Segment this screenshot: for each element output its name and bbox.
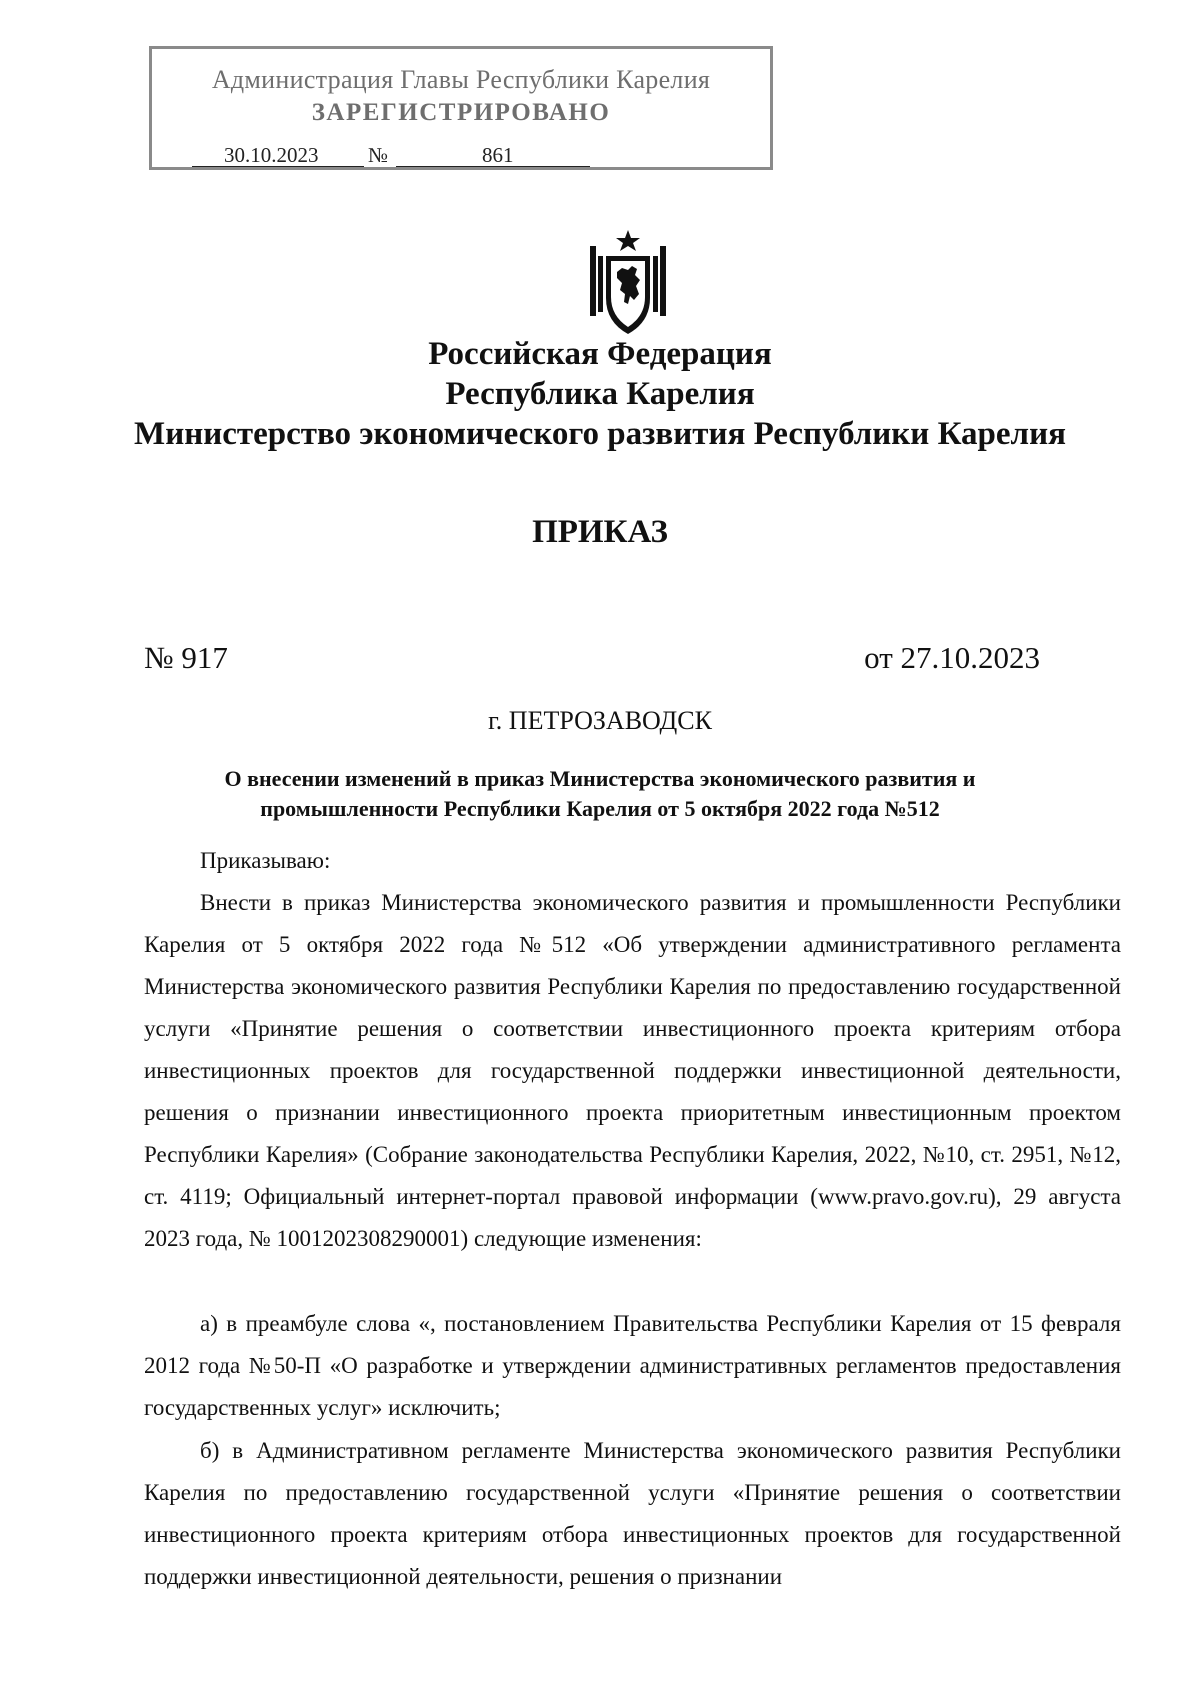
paragraph-2: а) в преамбуле слова «, постановлением Правительства Республики Карелия от 15 февраля 2012 года №50-П «О разработке и утверждении административных регламентов предоставления государственных услуг» исключить; bbox=[144, 1311, 1121, 1420]
stamp-number-sign: № bbox=[368, 143, 389, 167]
document-title bbox=[180, 764, 1020, 824]
intro-line: Приказываю: bbox=[200, 848, 331, 873]
stamp-number: 861 bbox=[482, 143, 514, 167]
title-line-2: промышленности Республики Карелия от 5 октября 2022 года №512 bbox=[260, 796, 940, 821]
header-country: Российская Федерация bbox=[428, 336, 772, 372]
order-number: № 917 bbox=[144, 640, 228, 675]
title-line-1: О внесении изменений в приказ Министерства экономического развития и bbox=[224, 766, 976, 791]
stamp-date: 30.10.2023 bbox=[224, 143, 319, 167]
order-date: от 27.10.2023 bbox=[864, 640, 1040, 675]
paragraph-3: б) в Административном регламенте Министерства экономического развития Республики Карелия по предоставлению государственной услуги «Принятие решения о соответствии инвестиционного проекта критериям отбора инвестиционных проектов для государственной поддержки инвестиционной деятельности, решения о признании bbox=[144, 1438, 1121, 1589]
stamp-status: ЗАРЕГИСТРИРОВАНО bbox=[311, 99, 611, 126]
karelia-coat-of-arms-icon bbox=[584, 228, 672, 338]
stamp-registration-line bbox=[192, 143, 592, 167]
registration-stamp bbox=[149, 46, 773, 170]
header-republic: Республика Карелия bbox=[445, 376, 755, 412]
paragraph-1: Внести в приказ Министерства экономического развития и промышленности Республики Карелия от 5 октября 2022 года №512 «Об утверждении административного регламента Министерства экономического развития Республики Карелия по предоставлению государственной услуги «Принятие решения о соответствии инвестиционного проекта критериям отбора инвестиционных проектов для государственной поддержки инвестиционной деятельности, решения о признании инвестиционного проекта приоритетным инвестиционным проектом Республики Карелия» (Собрание законодательства Республики Карелия, 2022, №10, ст. 2951, №12, ст. 4119; Официальный интернет-портал правовой информации (www.pravo.gov.ru), 29 августа 2023 года, № 1001202308290001) следующие изменения: bbox=[144, 890, 1121, 1251]
order-city: г. ПЕТРОЗАВОДСК bbox=[488, 706, 712, 735]
stamp-organization: Администрация Главы Республики Карелия bbox=[211, 65, 711, 94]
header-ministry: Министерство экономического развития Республики Карелия bbox=[134, 416, 1066, 452]
document-type: ПРИКАЗ bbox=[532, 514, 668, 550]
